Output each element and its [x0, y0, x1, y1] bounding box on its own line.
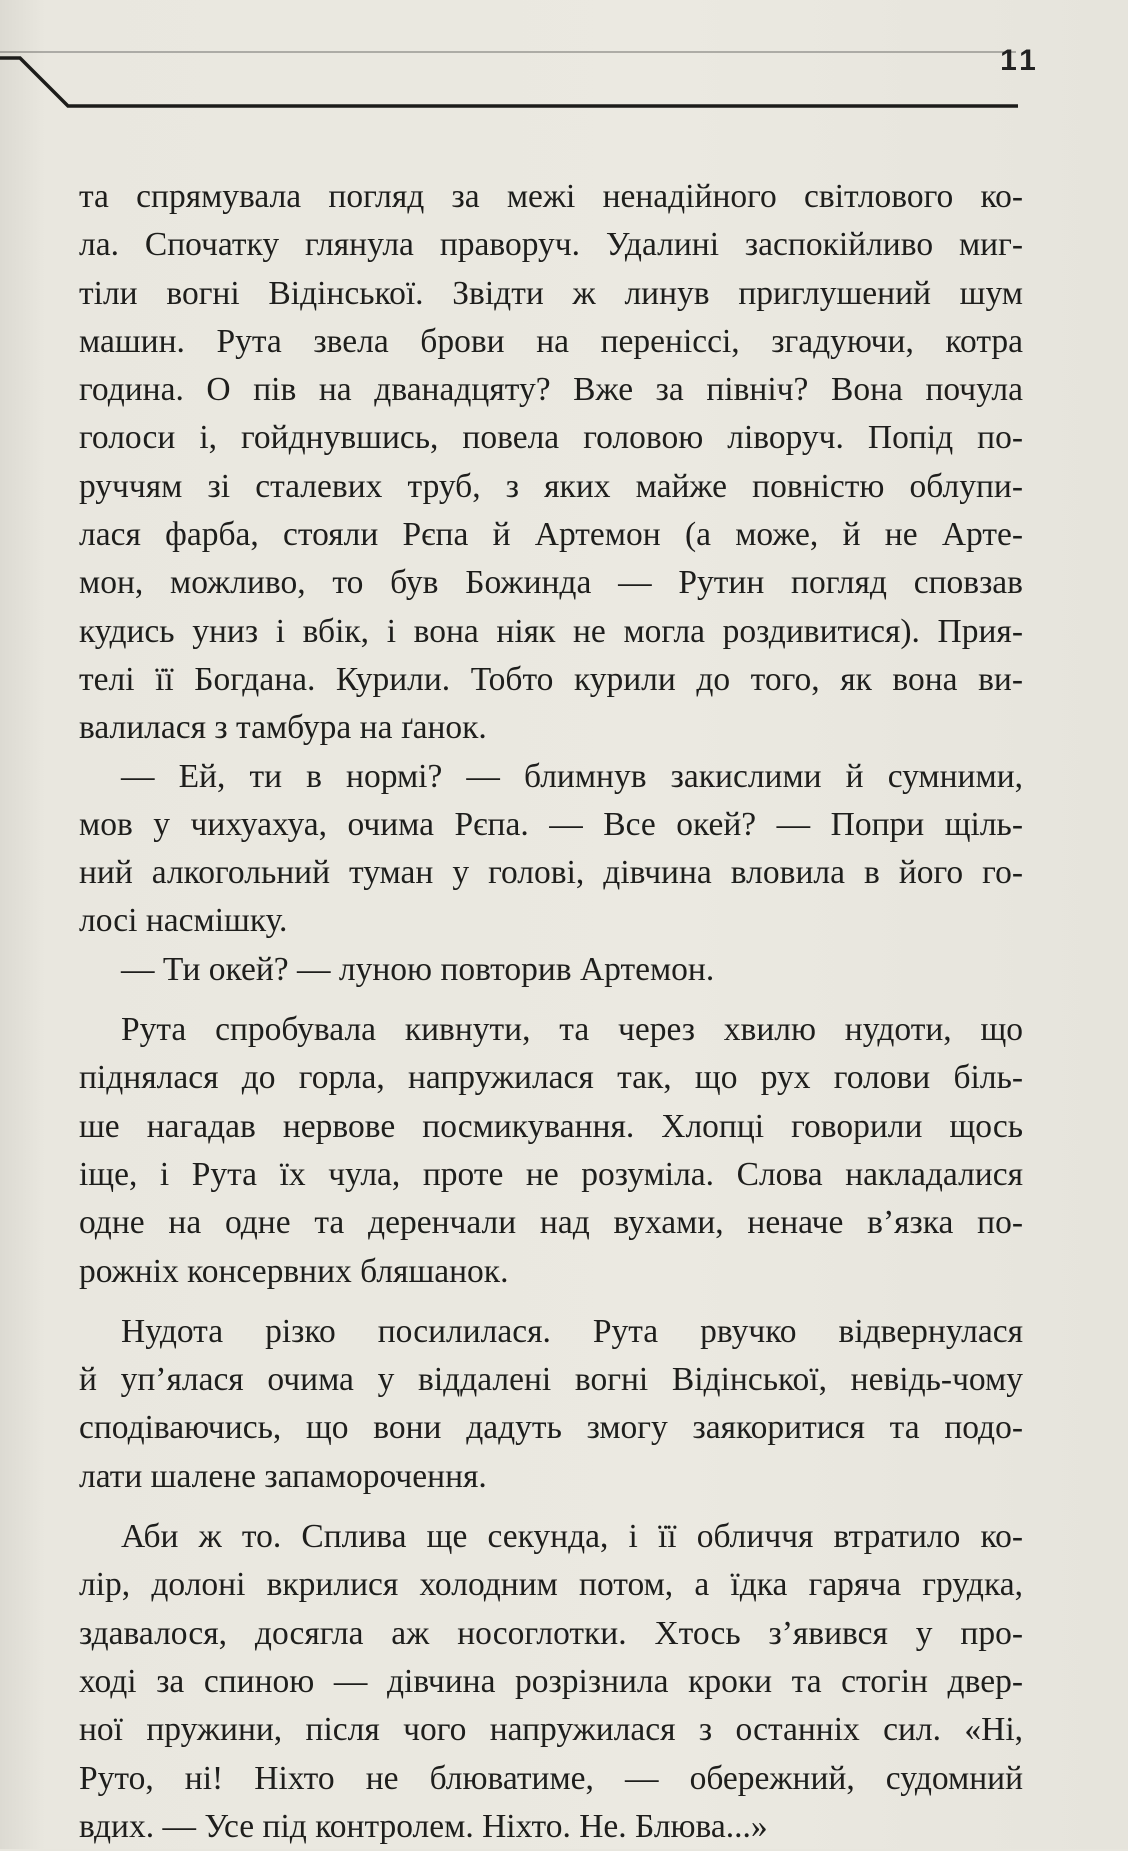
text-line: ла. Спочатку глянула праворуч. Удалині заспокійливо миг- [79, 226, 1023, 264]
text-line: Рута спробувала кивнути, та через хвилю нудоти, що [121, 1011, 1023, 1049]
text-line: — Ти окей? — луною повторив Артемон. [121, 950, 715, 988]
text-line: година. О пів на дванадцяту? Вже за північ? Вона почула [79, 371, 1023, 409]
text-line: кудись униз і вбік, і вона ніяк не могла роздивитися). Прия- [79, 612, 1023, 650]
text-line: — Ей, ти в нормі? — блимнув закислими й сумними, [121, 757, 1023, 795]
paragraph [79, 1006, 1023, 1296]
text-line: лати шалене запаморочення. [79, 1457, 487, 1495]
text-line: піднялася до горла, напружилася так, що рух голови біль- [79, 1059, 1023, 1097]
text-line: ше нагадав нервове посмикування. Хлопці говорили щось [79, 1107, 1023, 1145]
text-line: вдих. — Усе під контролем. Ніхто. Не. Блюва...» [79, 1807, 768, 1845]
text-line: лася фарба, стояли Рєпа й Артемон (а може, й не Арте- [79, 516, 1023, 554]
text-line: ході за спиною — дівчина розрізнила кроки та стогін двер- [79, 1662, 1023, 1700]
text-line: лосі насмішку. [79, 902, 288, 940]
text-line: здавалося, досягла аж носоглотки. Хтось з’явився у про- [79, 1614, 1023, 1652]
paragraph [79, 173, 1023, 753]
text-line: ний алкогольний туман у голові, дівчина вловила в його го- [79, 854, 1023, 892]
text-line: тіли вогні Відінської. Звідти ж линув приглушений шум [79, 274, 1023, 312]
text-line: лір, долоні вкрилися холодним потом, а їдка гаряча грудка, [79, 1566, 1023, 1604]
body-text [79, 173, 1023, 1851]
header-rule [0, 0, 1128, 130]
text-line: одне на одне та деренчали над вухами, неначе в’язка по- [79, 1204, 1023, 1242]
paragraph [79, 1513, 1023, 1851]
text-line: голоси і, гойднувшись, повела головою ліворуч. Попід по- [79, 419, 1023, 457]
text-line: та спрямувала погляд за межі ненадійного світлового ко- [79, 178, 1023, 215]
text-line: Руто, ні! Ніхто не блюватиме, — обережний, судомний [79, 1759, 1023, 1797]
text-line: мон, можливо, то був Божинда — Рутин погляд сповзав [79, 564, 1023, 602]
text-line: й уп’ялася очима у віддалені вогні Відінської, невідь-чому [79, 1361, 1023, 1399]
paragraph [79, 946, 1023, 994]
text-line: Аби ж то. Сплива ще секунда, і її обличчя втратило ко- [121, 1518, 1023, 1556]
text-line: ної пружини, після чого напружилася з останніх сил. «Ні, [79, 1711, 1023, 1749]
paragraph [79, 753, 1023, 946]
text-line: валилася з тамбура на ґанок. [79, 709, 487, 747]
text-line: рожніх консервних бляшанок. [79, 1252, 509, 1290]
text-line: телі її Богдана. Курили. Тобто курили до того, як вона ви- [79, 660, 1023, 698]
text-line: сподіваючись, що вони дадуть змогу заякоритися та подо- [79, 1409, 1023, 1447]
text-line: руччям зі сталевих труб, з яких майже повністю облупи- [79, 467, 1023, 505]
text-line: мов у чихуахуа, очима Рєпа. — Все окей? — Попри щіль- [79, 805, 1023, 843]
page-number: 11 [1000, 44, 1040, 77]
text-line: Нудота різко посилилася. Рута рвучко відвернулася [121, 1312, 1023, 1350]
text-line: іще, і Рута їх чула, проте не розуміла. Слова накладалися [79, 1155, 1023, 1193]
paragraph [79, 1308, 1023, 1501]
text-line: машин. Рута звела брови на переніссі, згадуючи, котра [79, 322, 1023, 360]
